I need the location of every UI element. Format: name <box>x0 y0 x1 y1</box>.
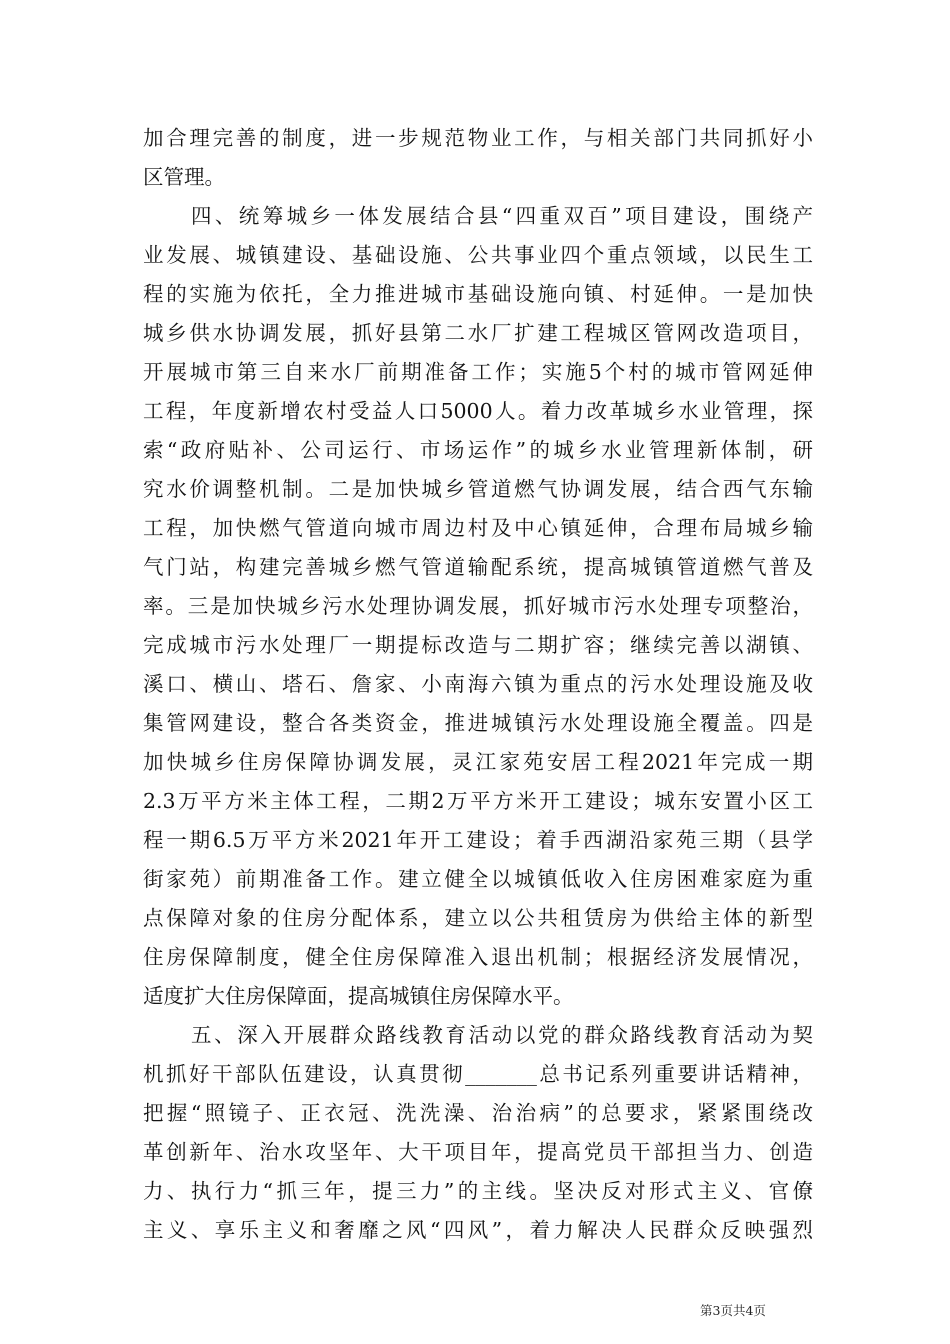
text-line: 究水价调整机制。二是加快城乡管道燃气协调发展，结合西气东输 <box>143 477 813 501</box>
text-line: 完成城市污水处理厂一期提标改造与二期扩容；继续完善以湖镇、 <box>143 633 813 657</box>
text-line: 程的实施为依托，全力推进城市基础设施向镇、村延伸。一是加快 <box>143 282 813 306</box>
text-line: 力、执行力“抓三年，提三力”的主线。坚决反对形式主义、官僚 <box>143 1179 813 1203</box>
text-line: 2.3万平方米主体工程，二期2万平方米开工建设；城东安置小区工 <box>143 789 813 813</box>
text-line: 程一期6.5万平方米2021年开工建设；着手西湖沿家苑三期（县学 <box>143 828 813 852</box>
paragraph-heading-line: 四、统筹城乡一体发展结合县“四重双百”项目建设，围绕产 <box>191 204 813 228</box>
text-line: 把握“照镜子、正衣冠、洗洗澡、治治病”的总要求，紧紧围绕改 <box>143 1101 813 1125</box>
text-line: 适度扩大住房保障面，提高城镇住房保障水平。 <box>143 984 574 1008</box>
text-line: 业发展、城镇建设、基础设施、公共事业四个重点领域，以民生工 <box>143 243 813 267</box>
text-line: 机抓好干部队伍建设，认真贯彻_______总书记系列重要讲话精神， <box>143 1062 813 1086</box>
text-line: 区管理。 <box>143 165 225 189</box>
text-line: 溪口、横山、塔石、詹家、小南海六镇为重点的污水处理设施及收 <box>143 672 813 696</box>
text-line: 街家苑）前期准备工作。建立健全以城镇低收入住房困难家庭为重 <box>143 867 813 891</box>
text-line: 集管网建设，整合各类资金，推进城镇污水处理设施全覆盖。四是 <box>143 711 813 735</box>
text-line: 住房保障制度，健全住房保障准入退出机制；根据经济发展情况， <box>143 945 813 969</box>
text-line: 气门站，构建完善城乡燃气管道输配系统，提高城镇管道燃气普及 <box>143 555 813 579</box>
text-line: 索“政府贴补、公司运行、市场运作”的城乡水业管理新体制，研 <box>143 438 813 462</box>
text-line: 点保障对象的住房分配体系，建立以公共租赁房为供给主体的新型 <box>143 906 813 930</box>
text-line: 加合理完善的制度，进一步规范物业工作，与相关部门共同抓好小 <box>143 126 813 150</box>
text-line: 工程，年度新增农村受益人口5000人。着力改革城乡水业管理，探 <box>143 399 813 423</box>
paragraph-heading-line: 五、深入开展群众路线教育活动以党的群众路线教育活动为契 <box>191 1023 813 1047</box>
text-line: 工程，加快燃气管道向城市周边村及中心镇延伸，合理布局城乡输 <box>143 516 813 540</box>
text-line: 开展城市第三自来水厂前期准备工作；实施5个村的城市管网延伸 <box>143 360 813 384</box>
text-line: 率。三是加快城乡污水处理协调发展，抓好城市污水处理专项整治， <box>143 594 813 618</box>
text-line: 城乡供水协调发展，抓好县第二水厂扩建工程城区管网改造项目， <box>143 321 813 345</box>
text-line: 革创新年、治水攻坚年、大干项目年，提高党员干部担当力、创造 <box>143 1140 813 1164</box>
text-line: 加快城乡住房保障协调发展，灵江家苑安居工程2021年完成一期 <box>143 750 813 774</box>
page-number: 第3页共4页 <box>700 1303 766 1318</box>
text-line: 主义、享乐主义和奢靡之风“四风”，着力解决人民群众反映强烈 <box>143 1218 813 1242</box>
